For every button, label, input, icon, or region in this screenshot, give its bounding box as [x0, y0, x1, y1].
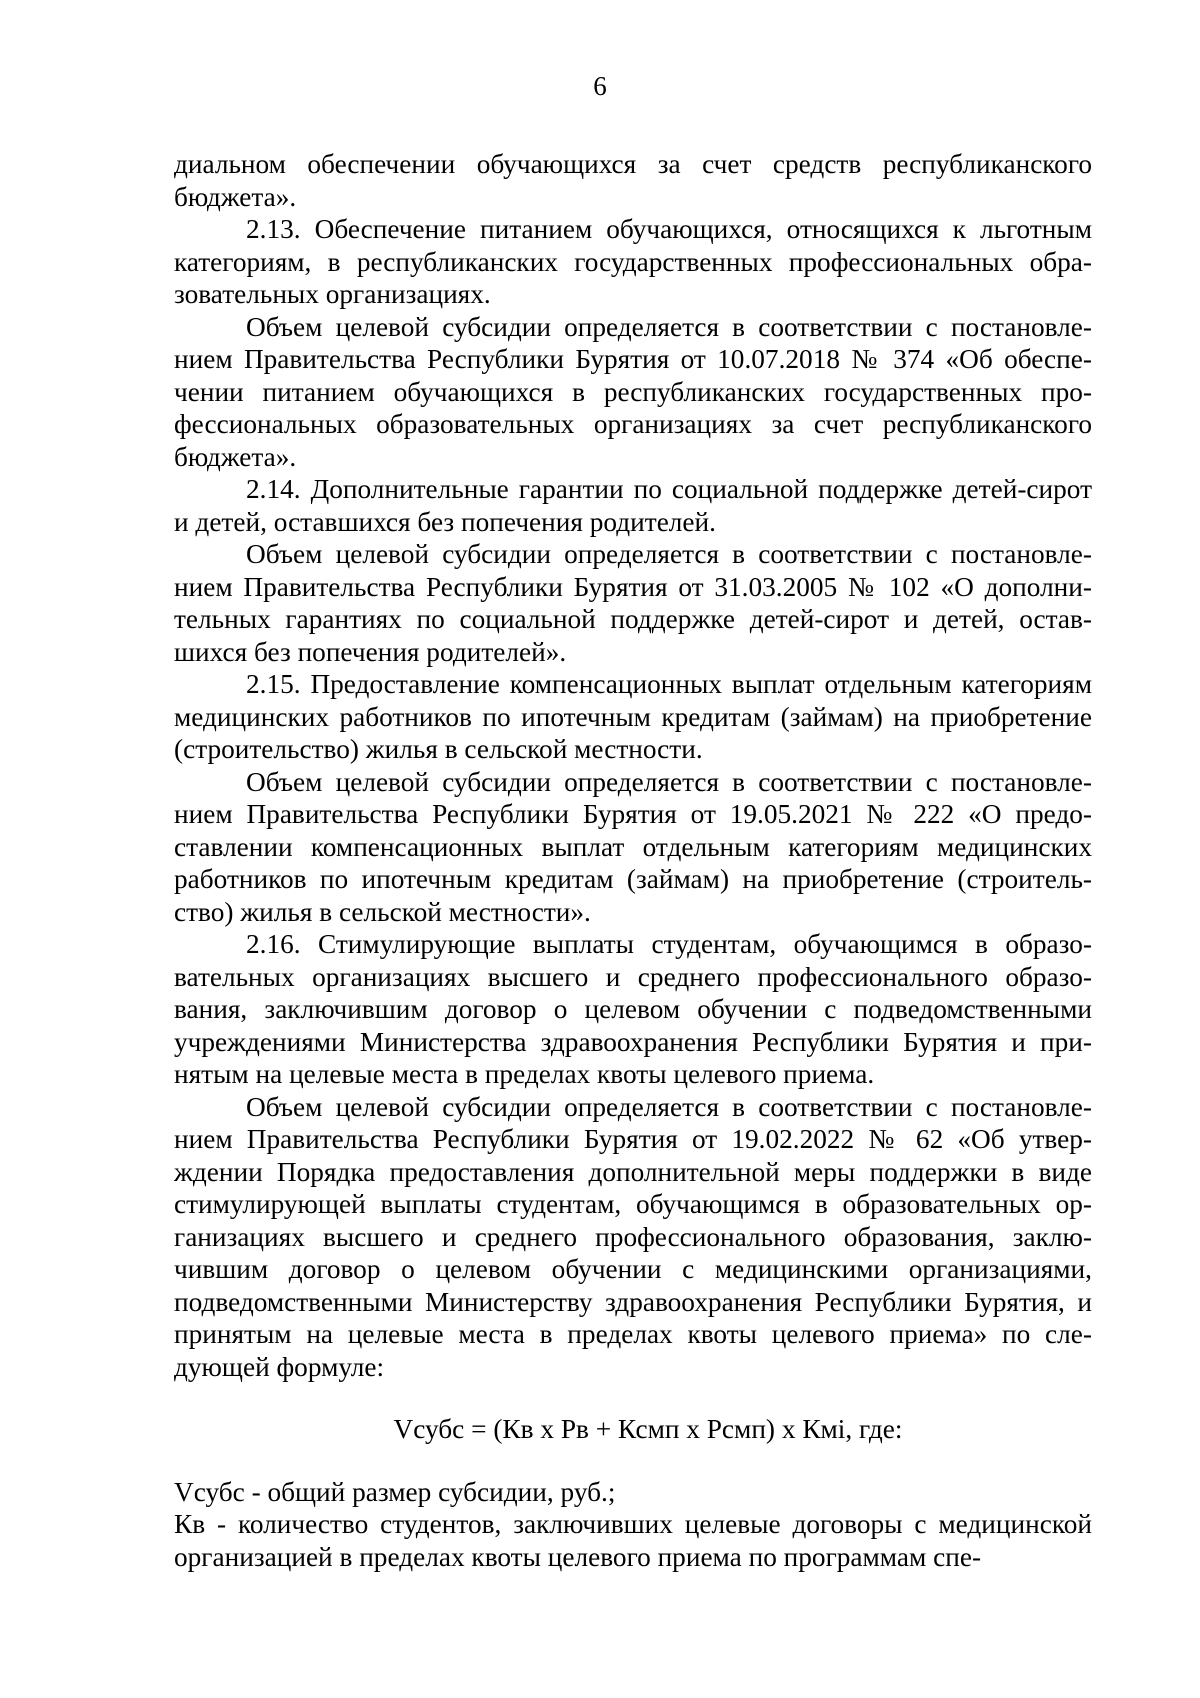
section-2-13-body: Объем целевой субсидии определяется в соответствии с постановлением Правительства Республики Бурятия от 10.07.2018 № 374 «Об обеспечении питанием обучающихся в республиканских государственных профессиональных образовательных организациях за счет республиканского бюджета». — [174, 311, 1092, 472]
section-2-13-heading: 2.13. Обеспечение питанием обучающихся, относящихся к льготным категориям, в республиканских государственных профессиональных образовательных организациях. — [174, 214, 1092, 309]
definition-kv: Кв - количество студентов, заключивших целевые договоры с медицинской организацией в пределах квоты целевого приема по программам спе- — [174, 1509, 1092, 1572]
section-2-15-heading: 2.15. Предоставление компенсационных выплат отдельным категориям медицинских работников по ипотечным кредитам (займам) на приобретение (строительство) жилья в сельской местности. — [174, 669, 1092, 764]
paragraph-continuation: диальном обеспечении обучающихся за счет средств республиканского бюджета». — [174, 149, 1092, 212]
section-2-14-heading: 2.14. Дополнительные гарантии по социальной поддержке детей-сирот и детей, оставшихся без попечения родителей. — [174, 474, 1092, 537]
subsidy-formula: Vсубс = (Кв x Рв + Ксмп x Рсмп) x Кмi, где: — [393, 1414, 903, 1444]
page-number: 6 — [593, 71, 607, 101]
section-2-16-heading: 2.16. Стимулирующие выплаты студентам, обучающимся в образовательных организациях высшего и среднего профессионального образования, заключившим договор о целевом обучении с подведомственными учреждениями Министерства здравоохранения Республики Бурятия и принятым на целевые места в пределах квоты целевого приема. — [174, 929, 1092, 1089]
section-2-16-body: Объем целевой субсидии определяется в соответствии с постановлением Правительства Республики Бурятия от 19.02.2022 № 62 «Об утверждении Порядка предоставления дополнительной меры поддержки в виде стимулирующей выплаты студентам, обучающимся в образовательных организациях высшего и среднего профессионального образования, заключившим договор о целевом обучении с медицинскими организациями, подведомственными Министерству здравоохранения Республики Бурятия, и принятым на целевые места в пределах квоты целевого приема» по следующей формуле: — [174, 1091, 1092, 1382]
section-2-15-body: Объем целевой субсидии определяется в соответствии с постановлением Правительства Республики Бурятия от 19.05.2021 № 222 «О предоставлении компенсационных выплат отдельным категориям медицинских работников по ипотечным кредитам (займам) на приобретение (строительство) жилья в сельской местности». — [174, 766, 1092, 927]
document-body — [174, 148, 1092, 1573]
section-2-14-body: Объем целевой субсидии определяется в соответствии с постановлением Правительства Республики Бурятия от 31.03.2005 № 102 «О дополнительных гарантиях по социальной поддержке детей-сирот и детей, оставшихся без попечения родителей». — [174, 539, 1092, 667]
definition-vsubs: Vсубс - общий размер субсидии, руб.; — [174, 1476, 616, 1507]
